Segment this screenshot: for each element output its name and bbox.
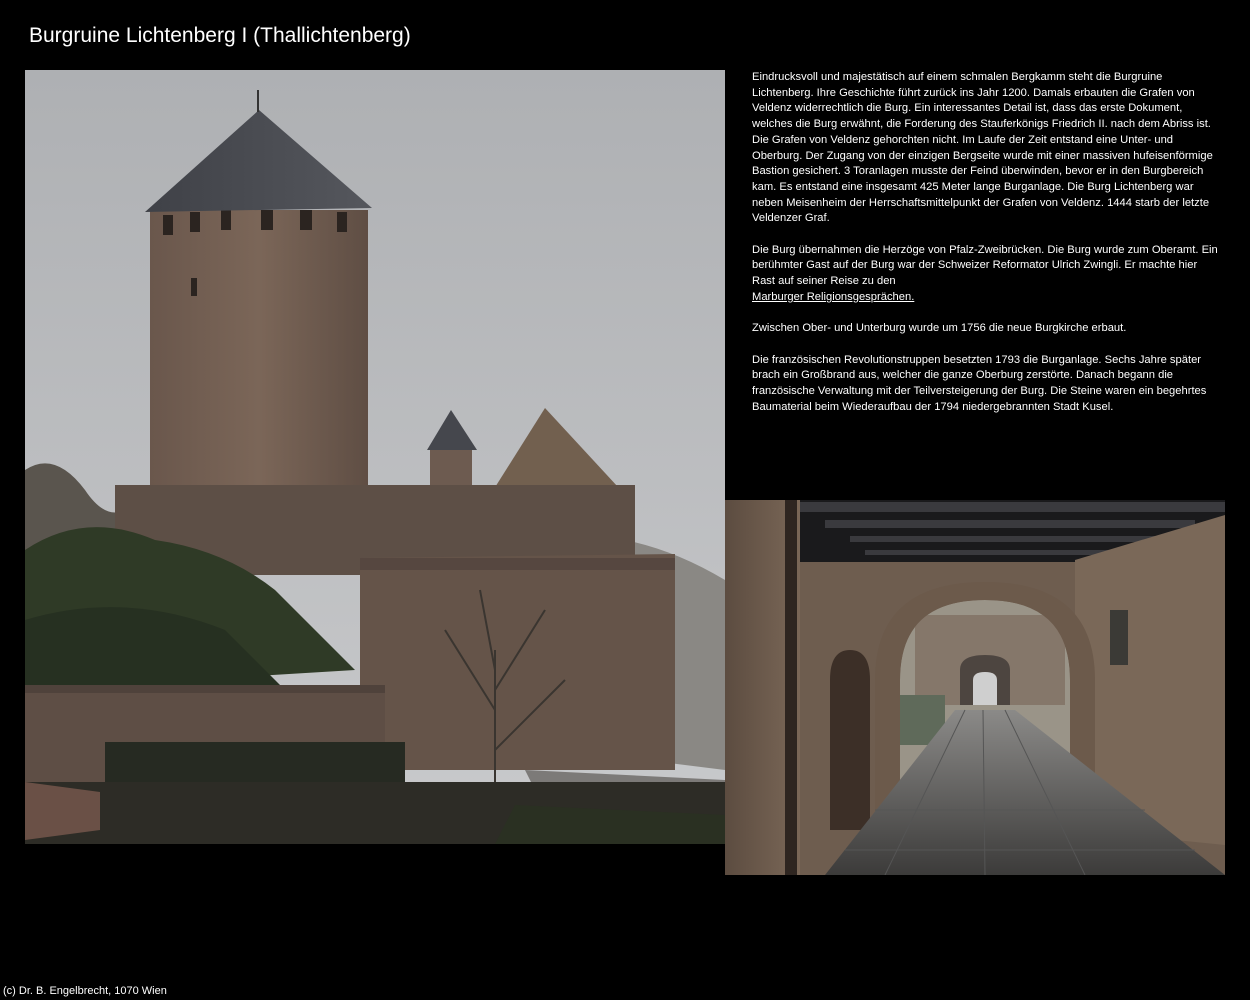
- paragraph-church: Zwischen Ober- und Unterburg wurde um 1756 die neue Burgkirche erbaut.: [752, 322, 1127, 335]
- paragraph-zweibruecken-text: Die Burg übernahmen die Herzöge von Pfalz-Zweibrücken. Die Burg wurde zum Oberamt. Ein berühmter Gast auf der Burg war der Schweizer Reformator Ulrich Zwingli. Er machte hier Rast auf seiner Reise zu den: [752, 243, 1218, 288]
- paragraph-history: Eindrucksvoll und majestätisch auf einem schmalen Bergkamm steht die Burgruine Lichtenberg. Ihre Geschichte führt zurück ins Jahr 1200. Damals erbauten die Grafen von Veldenz widerrechtlich die Burg. Ein interessantes Detail ist, dass das erste Dokument, welches die Burg erwähnt, die Forderung des Stauferkönigs Friedrich II. nach dem Abriss ist. Die Grafen von Veldenz gehorchten nicht. Im Laufe der Zeit entstand eine Unter- und Oberburg. Der Zugang von der einzigen Bergseite wurde mit einer massiven hufeisenförmige Bastion gesichert. 3 Toranlagen musste der Feind überwinden, bevor er in den Burgbereich kam. Es entstand eine insgesamt 425 Meter lange Burganlage. Die Burg Lichtenberg war neben Meisenheim der Herrschaftsmittelpunkt der Grafen von Veldenz. 1444 starb der letzte Veldenzer Graf.: [752, 71, 1213, 225]
- marburg-religion-talks-link[interactable]: Marburger Religionsgesprächen.: [752, 290, 915, 303]
- castle-ruin-image: [25, 70, 725, 844]
- description-text: [752, 70, 1222, 431]
- castle-photo: [25, 70, 725, 844]
- page-title: Burgruine Lichtenberg I (Thallichtenberg): [29, 24, 411, 47]
- gate-passage-image: [725, 500, 1225, 875]
- copyright-footer: (c) Dr. B. Engelbrecht, 1070 Wien: [3, 985, 167, 997]
- gate-passage-photo: [725, 500, 1225, 875]
- paragraph-revolution: Die französischen Revolutionstruppen besetzten 1793 die Burganlage. Sechs Jahre später brach ein Großbrand aus, welcher die ganze Oberburg zerstörte. Danach begann die französische Verwaltung mit der Teilversteigerung der Burg. Die Steine waren ein begehrtes Baumaterial beim Wiederaufbau der 1794 niedergebrannten Stadt Kusel.: [752, 353, 1207, 413]
- paragraph-zweibruecken: [752, 243, 1222, 306]
